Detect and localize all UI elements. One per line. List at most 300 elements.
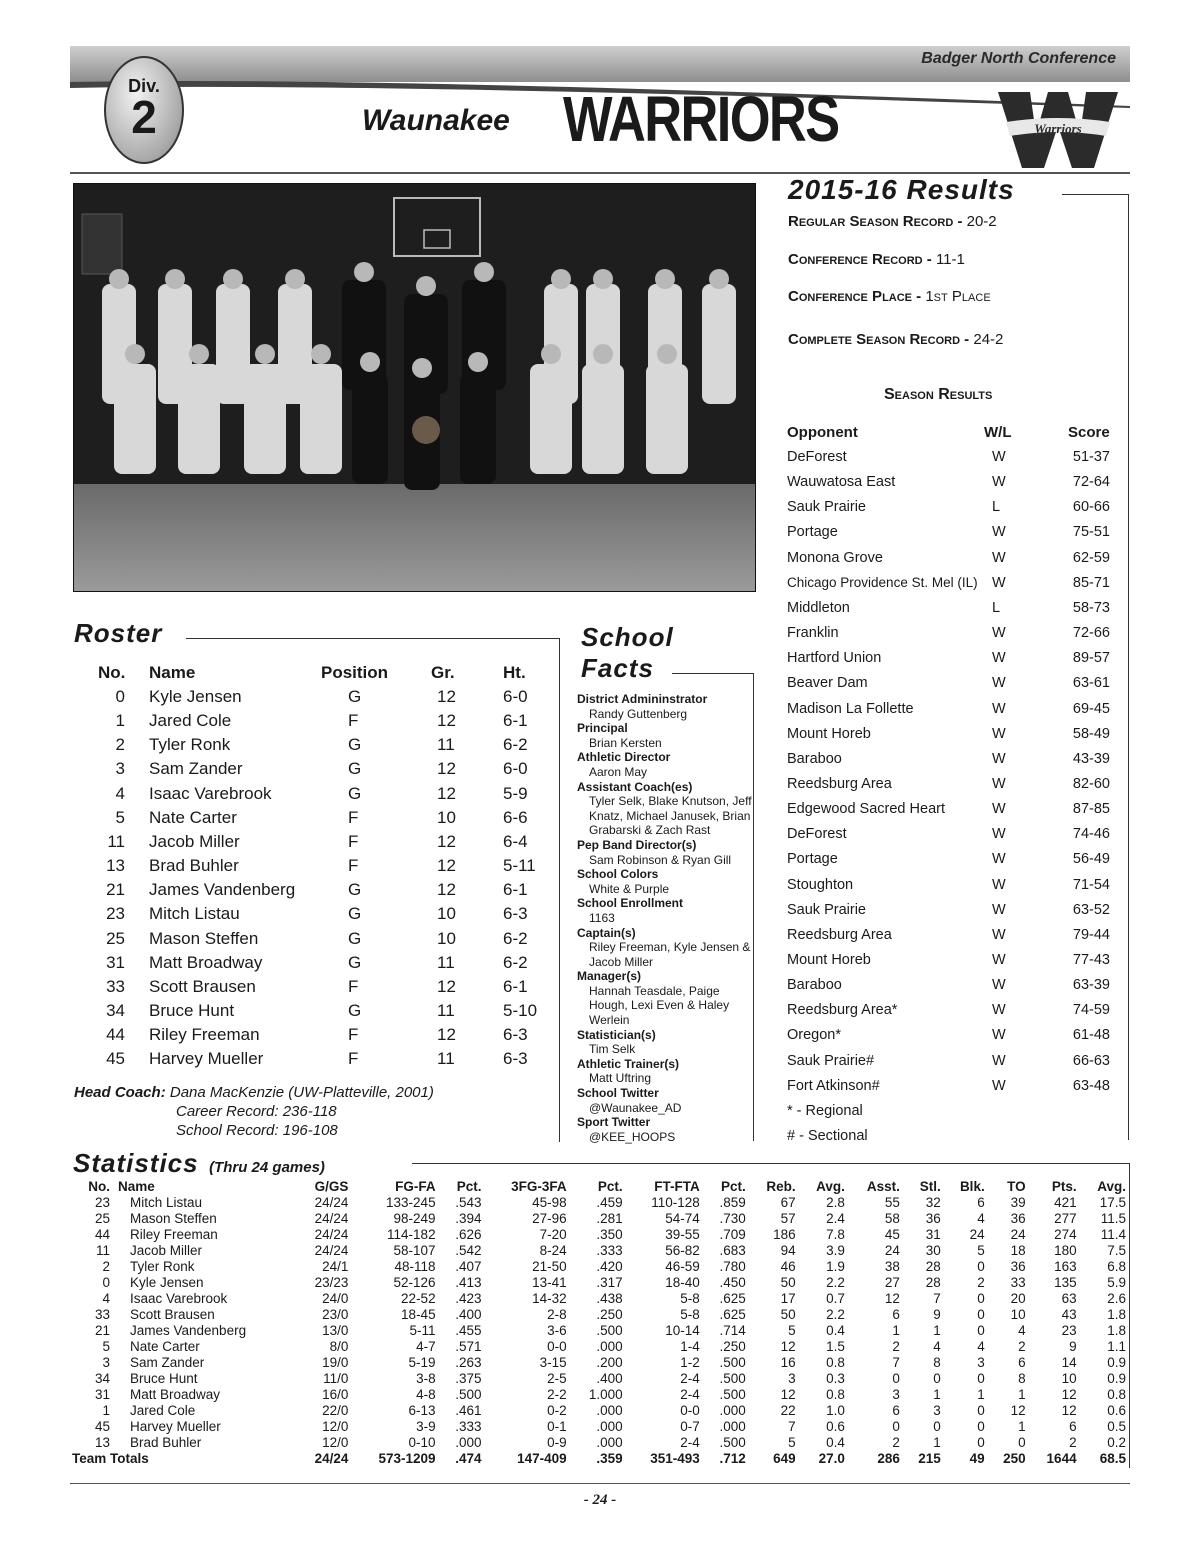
stats-cell: .400 [596, 1371, 623, 1386]
game-score: 61-48 [1072, 1027, 1110, 1044]
game-opponent: Mount Horeb [787, 952, 871, 968]
stats-cell: 0.9 [1107, 1355, 1126, 1370]
fact-value: White & Purple [589, 881, 670, 896]
stats-cell: 4 [977, 1211, 985, 1226]
team-town: Waunakee [362, 104, 510, 137]
team-logo [996, 88, 1120, 170]
player-grade: 12 [437, 856, 456, 876]
stats-cell: 18-45 [401, 1307, 436, 1322]
stats-cell: 63 [1061, 1291, 1077, 1306]
stats-total-cell: 1644 [1046, 1451, 1077, 1466]
player-position: G [348, 904, 362, 924]
stats-cell: .455 [455, 1323, 482, 1338]
stats-cell: 9 [1069, 1339, 1077, 1354]
stats-cell: 7.5 [1107, 1243, 1126, 1258]
game-result: W [992, 952, 1006, 968]
roster-row [85, 711, 545, 735]
game-opponent: Reedsburg Area [787, 775, 892, 792]
stats-cell: 0.2 [1107, 1435, 1126, 1450]
record-label: Complete Season Record - [788, 331, 974, 348]
player-position: G [348, 880, 362, 900]
stats-header-row [72, 1178, 1130, 1195]
stats-row [72, 1339, 1130, 1355]
player-height: 6-4 [503, 831, 528, 851]
stats-total-cell: 147-409 [517, 1451, 567, 1466]
stats-row [72, 1275, 1130, 1291]
player-position: G [348, 759, 362, 779]
stats-cell: 0-2 [547, 1403, 567, 1418]
fact-label: Manager(s) [577, 969, 642, 984]
stats-cell: 11 [95, 1243, 110, 1258]
player-height: 6-3 [503, 904, 528, 924]
stats-cell: 6 [1018, 1355, 1026, 1370]
stats-cell: 3 [102, 1355, 110, 1370]
roster-row [85, 1049, 545, 1073]
stats-header-cell: Reb. [766, 1179, 796, 1194]
stats-cell: 1 [977, 1387, 985, 1402]
stats-row [72, 1211, 1130, 1227]
stats-cell: 3-15 [539, 1355, 567, 1370]
player-position: F [348, 1049, 359, 1069]
fact-value: Aaron May [589, 764, 648, 779]
player-height: 5-10 [503, 1000, 538, 1020]
game-row [787, 977, 1122, 1002]
game-result: W [992, 750, 1006, 767]
stats-cell: .571 [455, 1339, 482, 1354]
stats-cell: 0 [977, 1259, 985, 1274]
game-score: 74-59 [1072, 1002, 1110, 1019]
roster-row [85, 953, 545, 977]
stats-cell: Matt Broadway [130, 1387, 221, 1402]
stats-cell: 38 [884, 1259, 900, 1274]
player-grade: 12 [437, 831, 456, 851]
fact-value: Sam Robinson & Ryan Gill [589, 852, 732, 867]
player-position: F [348, 807, 359, 827]
stats-cell: 16/0 [322, 1387, 349, 1402]
record-complete [788, 331, 1003, 348]
stats-cell: 10-14 [665, 1323, 700, 1338]
stats-cell: Mitch Listau [130, 1195, 203, 1210]
stats-cell: .317 [596, 1275, 623, 1290]
stats-cell: 2 [892, 1339, 900, 1354]
game-score: 58-49 [1072, 725, 1110, 742]
stats-cell: 3-9 [416, 1419, 436, 1434]
player-position: G [348, 735, 362, 755]
stats-cell: 11.5 [1100, 1211, 1126, 1226]
stats-cell: 1 [1018, 1419, 1026, 1434]
game-score: 82-60 [1072, 775, 1110, 792]
stats-cell: 0.5 [1107, 1419, 1126, 1434]
game-score: 87-85 [1072, 801, 1110, 818]
fact-value: Riley Freeman, Kyle Jensen & Jacob Miller [589, 940, 751, 969]
stats-cell: 12 [1061, 1387, 1077, 1402]
fact-label: Statistician(s) [577, 1027, 656, 1042]
stats-cell: 24/24 [314, 1243, 349, 1258]
stats-cell: 0.9 [1107, 1371, 1126, 1386]
roster-row [85, 856, 545, 880]
game-row [787, 675, 1122, 700]
game-score: 60-66 [1072, 499, 1110, 516]
stats-cell: Brad Buhler [130, 1435, 202, 1450]
roster-row [85, 832, 545, 856]
game-row [787, 1027, 1122, 1052]
roster-header-name: Name [149, 663, 196, 682]
stats-cell: 5-8 [680, 1291, 700, 1306]
stats-cell: 10 [1061, 1371, 1077, 1386]
stats-cell: 36 [925, 1211, 941, 1226]
stats-cell: .000 [455, 1435, 482, 1450]
stats-cell: 23/0 [322, 1307, 349, 1322]
stats-header-cell: TO [1007, 1179, 1026, 1194]
header-wl: W/L [984, 424, 1012, 441]
player-name: James Vandenberg [149, 880, 296, 900]
player-position: F [348, 856, 359, 876]
game-opponent: Fort Atkinson# [787, 1077, 880, 1094]
stats-cell: 27-96 [532, 1211, 567, 1226]
stats-cell: 98-249 [393, 1211, 436, 1226]
stats-cell: 2-5 [547, 1371, 567, 1386]
game-row [787, 726, 1122, 751]
stats-cell: 13 [94, 1435, 110, 1450]
game-score: 51-37 [1072, 449, 1110, 465]
stats-cell: 1.8 [1107, 1323, 1126, 1338]
stats-cell: 57 [780, 1211, 796, 1226]
stats-cell: 11.4 [1100, 1227, 1126, 1242]
division-badge [104, 56, 184, 164]
stats-header-cell: Blk. [959, 1179, 985, 1194]
player-number: 21 [106, 880, 125, 900]
player-height: 6-3 [503, 1049, 528, 1069]
roster-row [85, 977, 545, 1001]
game-row [787, 801, 1122, 826]
stats-cell: 2.2 [826, 1307, 845, 1322]
stats-cell: 8/0 [329, 1339, 349, 1354]
stats-cell: Nate Carter [130, 1339, 200, 1354]
stats-cell: 2-2 [547, 1387, 567, 1402]
fact-value: Brian Kersten [589, 735, 662, 750]
player-name: Harvey Mueller [149, 1049, 264, 1069]
stats-cell: 2-8 [547, 1307, 567, 1322]
record-value: 1st Place [925, 288, 991, 305]
stats-cell: 274 [1054, 1227, 1077, 1242]
stats-cell: 135 [1054, 1275, 1077, 1290]
game-row [787, 927, 1122, 952]
game-row [787, 550, 1122, 575]
stats-row [72, 1259, 1130, 1275]
game-result: W [992, 876, 1006, 893]
stats-cell: 0 [977, 1307, 985, 1322]
player-name: Mason Steffen [149, 928, 259, 948]
fact-label: Athletic Director [577, 750, 671, 765]
stats-cell: 30 [925, 1243, 941, 1258]
stats-cell: .543 [455, 1195, 482, 1210]
game-row [787, 826, 1122, 851]
stats-cell: 8 [933, 1355, 941, 1370]
stats-total-cell: 250 [1003, 1451, 1026, 1466]
game-row [787, 524, 1122, 549]
game-score: 63-52 [1072, 901, 1110, 918]
player-height: 6-3 [503, 1025, 528, 1045]
player-number: 31 [106, 952, 125, 972]
stats-cell: 1 [102, 1403, 110, 1418]
game-score: 63-61 [1072, 675, 1110, 692]
fact-label: Pep Band Director(s) [577, 837, 697, 852]
stats-title: Statistics [73, 1148, 199, 1178]
stats-cell: 44 [94, 1227, 110, 1242]
stats-cell: 0.8 [826, 1387, 845, 1402]
stats-cell: 6 [892, 1307, 900, 1322]
stats-cell: 1 [892, 1323, 900, 1338]
stats-cell: 0 [977, 1403, 985, 1418]
roster-row [85, 1025, 545, 1049]
player-grade: 12 [437, 880, 456, 900]
stats-cell: .000 [719, 1403, 746, 1418]
stats-cell: 33 [1010, 1275, 1026, 1290]
player-position: G [348, 928, 362, 948]
stats-cell: 0-10 [408, 1435, 436, 1450]
stats-table [72, 1178, 1130, 1467]
stats-cell: 0.8 [1107, 1387, 1126, 1402]
stats-cell: .281 [596, 1211, 623, 1226]
stats-cell: 0 [977, 1371, 985, 1386]
roster-header-height: Ht. [503, 663, 526, 682]
game-row [787, 952, 1122, 977]
stats-total-cell: .359 [596, 1451, 623, 1466]
stats-cell: 0 [933, 1419, 941, 1434]
game-score: 58-73 [1072, 599, 1110, 616]
stats-cell: .263 [455, 1355, 482, 1370]
stats-cell: 22-52 [401, 1291, 436, 1306]
stats-cell: 2-4 [680, 1435, 700, 1450]
results-rule [1062, 194, 1129, 195]
player-position: F [348, 1025, 359, 1045]
stats-cell: .859 [719, 1195, 746, 1210]
stats-cell: 5 [788, 1323, 796, 1338]
stats-cell: 12/0 [322, 1419, 349, 1434]
player-grade: 10 [437, 928, 456, 948]
stats-cell: 6 [977, 1195, 985, 1210]
player-grade: 11 [437, 1049, 455, 1069]
player-grade: 12 [437, 711, 456, 731]
stats-cell: 12 [1061, 1403, 1077, 1418]
stats-cell: .438 [596, 1291, 623, 1306]
stats-cell: .413 [455, 1275, 482, 1290]
stats-cell: .333 [455, 1419, 482, 1434]
stats-heading [73, 1148, 325, 1179]
stats-totals-row [72, 1451, 1130, 1467]
game-score: 69-45 [1072, 700, 1110, 717]
stats-cell: 0 [1018, 1435, 1026, 1450]
game-result: W [992, 650, 1006, 667]
stats-cell: 22 [780, 1403, 796, 1418]
game-score: 75-51 [1072, 524, 1110, 541]
stats-cell: 0.4 [826, 1323, 845, 1338]
stats-cell: 1.0 [826, 1403, 845, 1418]
stats-cell: .420 [596, 1259, 623, 1274]
roster-row [85, 808, 545, 832]
stats-cell: .730 [719, 1211, 746, 1226]
game-result: W [992, 449, 1006, 465]
stats-cell: 19/0 [322, 1355, 349, 1370]
stats-row [72, 1387, 1130, 1403]
player-number: 3 [115, 759, 125, 779]
stats-cell: 4-8 [416, 1387, 436, 1402]
stats-cell: 45-98 [532, 1195, 567, 1210]
stats-cell: 0-1 [547, 1419, 567, 1434]
game-result: W [992, 901, 1006, 918]
player-grade: 11 [437, 1000, 455, 1020]
stats-cell: 163 [1054, 1259, 1077, 1274]
game-opponent: Edgewood Sacred Heart [787, 801, 945, 818]
stats-cell: 0-0 [547, 1339, 567, 1354]
game-result: W [992, 474, 1006, 491]
stats-cell: 0.4 [826, 1435, 845, 1450]
stats-cell: 5-11 [409, 1323, 436, 1338]
stats-cell: Harvey Mueller [130, 1419, 221, 1434]
stats-cell: 7-20 [539, 1227, 567, 1242]
stats-total-cell: 573-1209 [378, 1451, 436, 1466]
stats-cell: 2.2 [826, 1275, 845, 1290]
stats-cell: .625 [719, 1307, 746, 1322]
stats-cell: 1.9 [826, 1259, 845, 1274]
stats-cell: .000 [719, 1419, 746, 1434]
stats-cell: 2 [1018, 1339, 1026, 1354]
stats-cell: .625 [719, 1291, 746, 1306]
results-rule-vertical [1128, 194, 1129, 1140]
game-score: 74-46 [1072, 826, 1110, 843]
stats-header-cell: Asst. [866, 1179, 900, 1194]
game-score: 72-66 [1072, 625, 1110, 642]
stats-subtitle: (Thru 24 games) [209, 1159, 325, 1176]
game-opponent: Stoughton [787, 876, 854, 893]
stats-cell: 1-4 [680, 1339, 700, 1354]
player-height: 5-11 [503, 856, 536, 876]
player-number: 13 [106, 856, 125, 876]
stats-cell: 6 [892, 1403, 900, 1418]
results-footnote: * - Regional [787, 1102, 863, 1119]
stats-total-cell: 27.0 [818, 1451, 845, 1466]
stats-cell: 0.3 [826, 1371, 845, 1386]
stats-cell: Scott Brausen [130, 1307, 215, 1322]
game-score: 79-44 [1072, 926, 1110, 943]
stats-cell: 6-13 [408, 1403, 436, 1418]
stats-cell: 2-4 [680, 1371, 700, 1386]
game-score: 43-39 [1072, 750, 1110, 767]
stats-cell: .500 [596, 1323, 623, 1338]
player-position: G [348, 1000, 362, 1020]
player-name: Matt Broadway [149, 952, 263, 972]
stats-cell: 2.8 [826, 1195, 845, 1210]
stats-cell: 36 [1010, 1259, 1026, 1274]
player-number: 33 [106, 976, 125, 996]
game-result: W [992, 524, 1006, 541]
fact-label: Principal [577, 721, 628, 736]
header-opponent: Opponent [787, 424, 858, 441]
game-opponent: DeForest [787, 826, 847, 843]
stats-cell: 1 [1018, 1387, 1026, 1402]
stats-row [72, 1291, 1130, 1307]
game-result: W [992, 1002, 1006, 1019]
game-score: 77-43 [1072, 952, 1110, 968]
player-number: 5 [115, 807, 125, 827]
stats-cell: .714 [719, 1323, 746, 1338]
game-result: W [992, 625, 1006, 642]
stats-cell: 0.7 [826, 1291, 845, 1306]
stats-cell: 16 [780, 1355, 796, 1370]
game-score: 89-57 [1072, 650, 1110, 667]
game-result: W [992, 801, 1006, 818]
stats-cell: 24 [884, 1243, 900, 1258]
team-mascot: WARRIORS [563, 83, 839, 155]
stats-cell: 58-107 [393, 1243, 436, 1258]
stats-cell: .459 [596, 1195, 623, 1210]
stats-cell: 1 [933, 1323, 941, 1338]
stats-cell: .375 [455, 1371, 482, 1386]
stats-cell: 1 [933, 1387, 941, 1402]
fact-label: School Colors [577, 867, 659, 882]
record-conference-place [788, 288, 991, 305]
game-opponent: Hartford Union [787, 650, 882, 667]
head-coach [74, 1083, 434, 1140]
stats-cell: .542 [455, 1243, 482, 1258]
stats-cell: 1.5 [826, 1339, 845, 1354]
stats-total-cell: 68.5 [1099, 1451, 1126, 1466]
stats-header-cell: Avg. [816, 1179, 845, 1194]
game-row [787, 625, 1122, 650]
stats-cell: 0 [933, 1371, 941, 1386]
stats-cell: 24/24 [314, 1227, 349, 1242]
player-number: 0 [115, 687, 125, 706]
stats-cell: 0-7 [680, 1419, 700, 1434]
stats-cell: .423 [455, 1291, 482, 1306]
stats-cell: 31 [925, 1227, 941, 1242]
stats-cell: 46 [780, 1259, 796, 1274]
stats-cell: 110-128 [651, 1195, 700, 1210]
stats-cell: 0.8 [826, 1355, 845, 1370]
stats-cell: 28 [925, 1259, 941, 1274]
stats-cell: 14-32 [532, 1291, 567, 1306]
stats-cell: 24/24 [314, 1195, 349, 1210]
stats-header-cell: Pct. [597, 1179, 623, 1194]
stats-row [72, 1227, 1130, 1243]
fact-label: Sport Twitter [577, 1115, 651, 1130]
player-number: 23 [106, 904, 125, 924]
stats-cell: Jacob Miller [130, 1243, 203, 1258]
division-label: Div. [128, 76, 160, 96]
page-number: - 24 - [583, 1492, 617, 1508]
stats-header-cell: FG-FA [395, 1179, 436, 1194]
game-opponent: Baraboo [787, 977, 842, 994]
game-score: 63-48 [1072, 1077, 1110, 1094]
player-name: Sam Zander [149, 759, 243, 779]
game-opponent: Madison La Follette [787, 700, 914, 717]
stats-cell: .450 [719, 1275, 746, 1290]
stats-cell: .407 [455, 1259, 482, 1274]
stats-cell: .626 [455, 1227, 482, 1242]
game-score: 85-71 [1072, 574, 1110, 591]
stats-header-cell: No. [88, 1179, 110, 1194]
fact-value: Matt Uftring [589, 1071, 652, 1086]
facts-title-line2: Facts [581, 653, 654, 683]
division-number: 2 [131, 91, 157, 143]
stats-cell: 5-8 [680, 1307, 700, 1322]
player-name: Kyle Jensen [149, 687, 242, 706]
stats-cell: 12 [780, 1339, 796, 1354]
game-opponent: Chicago Providence St. Mel (IL) [787, 574, 978, 590]
stats-header-cell: 3FG-3FA [511, 1179, 567, 1194]
stats-cell: .500 [719, 1355, 746, 1370]
player-position: F [348, 831, 359, 851]
